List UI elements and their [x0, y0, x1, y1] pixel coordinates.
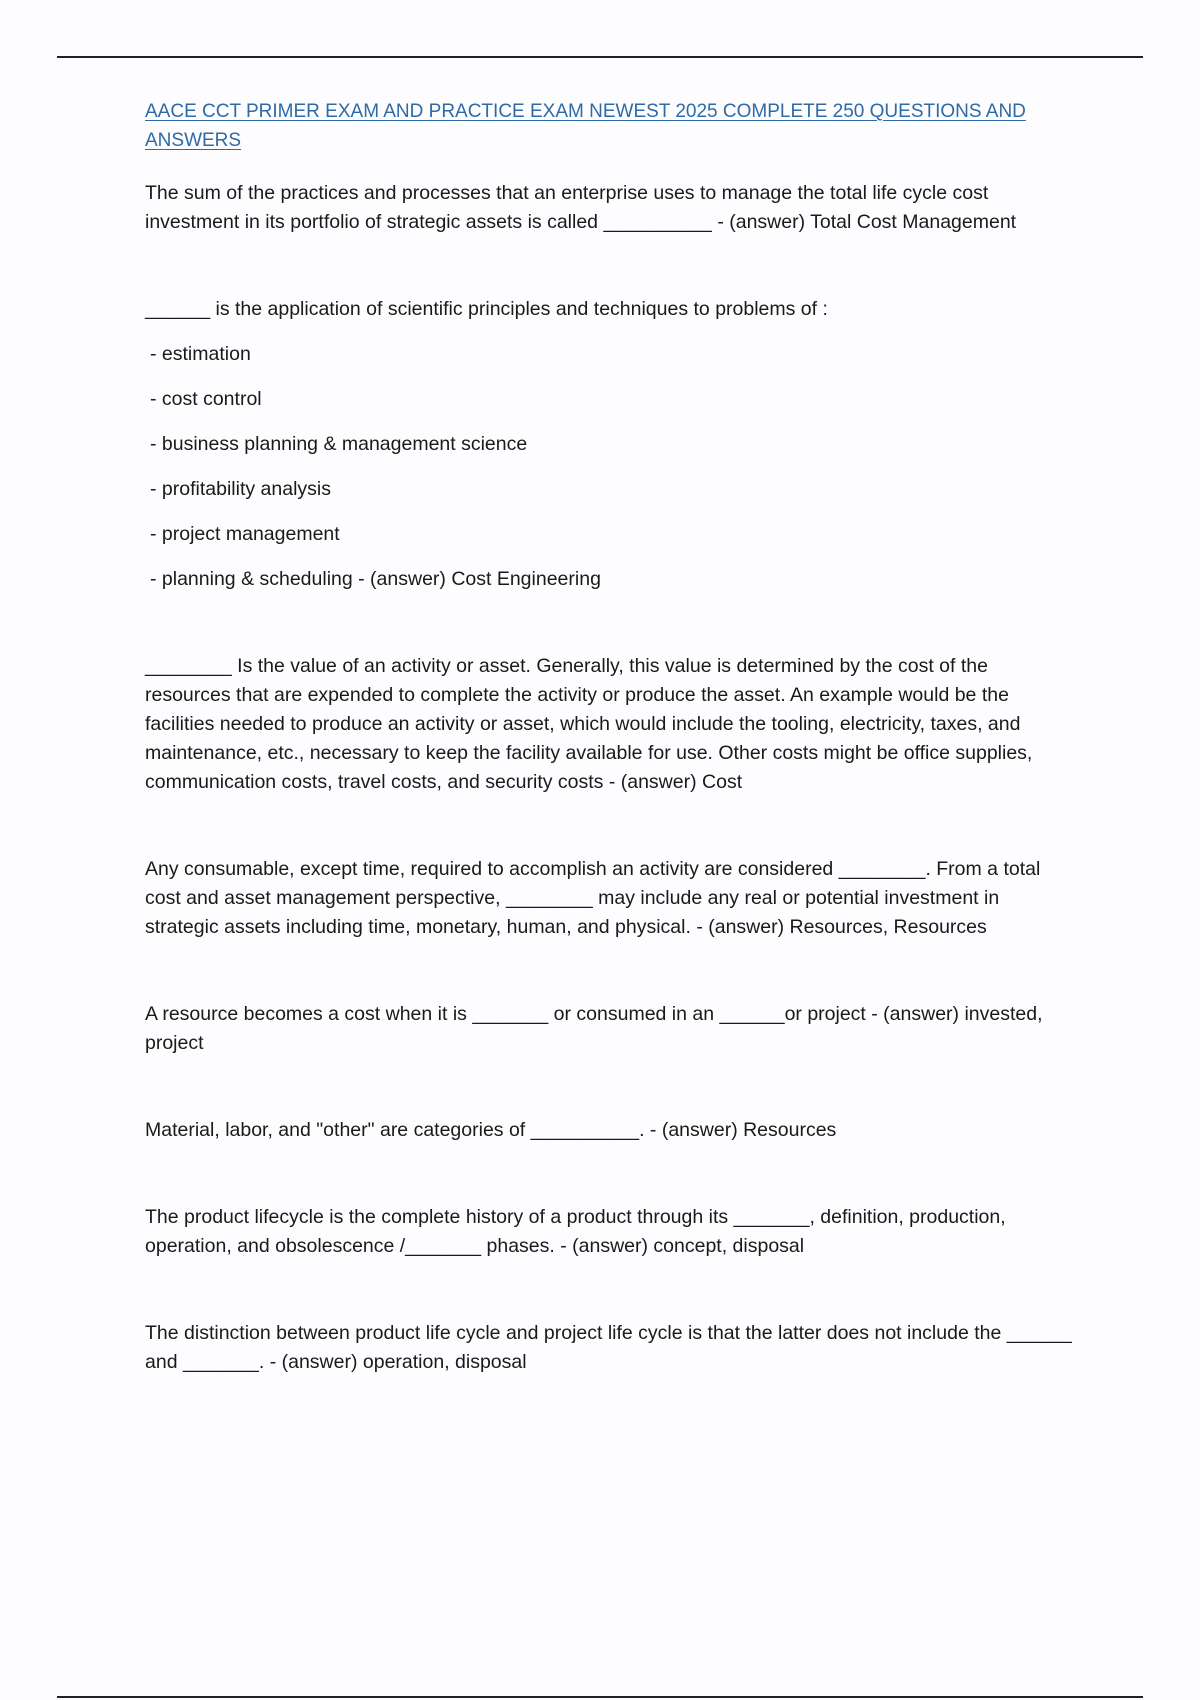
question-6: Material, labor, and "other" are categories of __________. - (answer) Resources: [145, 1119, 837, 1141]
question-2-item: - profitability analysis: [150, 478, 331, 500]
question-3: ________ Is the value of an activity or asset. Generally, this value is determined by the cost of the resources that are expended to complete the activity or produce the asset. An example would be the facilities needed to produce an activity or asset, which would include the tooling, electricity, taxes, and maintenance, etc., necessary to keep the facility available for use. Other costs might be office supplies, communication costs, travel costs, and security costs - (answer) Cost: [145, 655, 1033, 793]
question-2-intro: ______ is the application of scientific principles and techniques to problems of :: [145, 298, 828, 320]
question-8: The distinction between product life cycle and project life cycle is that the latter does not include the ______ and _______. - (answer) operation, disposal: [145, 1322, 1072, 1373]
top-rule: [57, 56, 1143, 58]
question-2-item: - planning & scheduling - (answer) Cost Engineering: [150, 568, 601, 590]
question-5: A resource becomes a cost when it is _______ or consumed in an ______or project - (answer) invested, project: [145, 1003, 1043, 1054]
question-4: Any consumable, except time, required to accomplish an activity are considered ________. From a total cost and asset management perspective, ________ may include any real or potential investment in strategic assets including time, monetary, human, and physical. - (answer) Resources, Resources: [145, 858, 1041, 938]
question-2-item: - project management: [150, 523, 340, 545]
document-body: [145, 97, 1075, 1377]
bottom-rule: [57, 1696, 1143, 1698]
question-2-item: - estimation: [150, 343, 251, 365]
document-title-link[interactable]: AACE CCT PRIMER EXAM AND PRACTICE EXAM NEWEST 2025 COMPLETE 250 QUESTIONS AND ANSWERS: [145, 101, 1026, 151]
question-7: The product lifecycle is the complete history of a product through its _______, definition, production, operation, and obsolescence /_______ phases. - (answer) concept, disposal: [145, 1206, 1006, 1257]
question-1: The sum of the practices and processes that an enterprise uses to manage the total life cycle cost investment in its portfolio of strategic assets is called __________ - (answer) Total Cost Management: [145, 182, 1017, 233]
question-2-item: - business planning & management science: [150, 433, 528, 455]
question-2-item: - cost control: [150, 388, 262, 410]
